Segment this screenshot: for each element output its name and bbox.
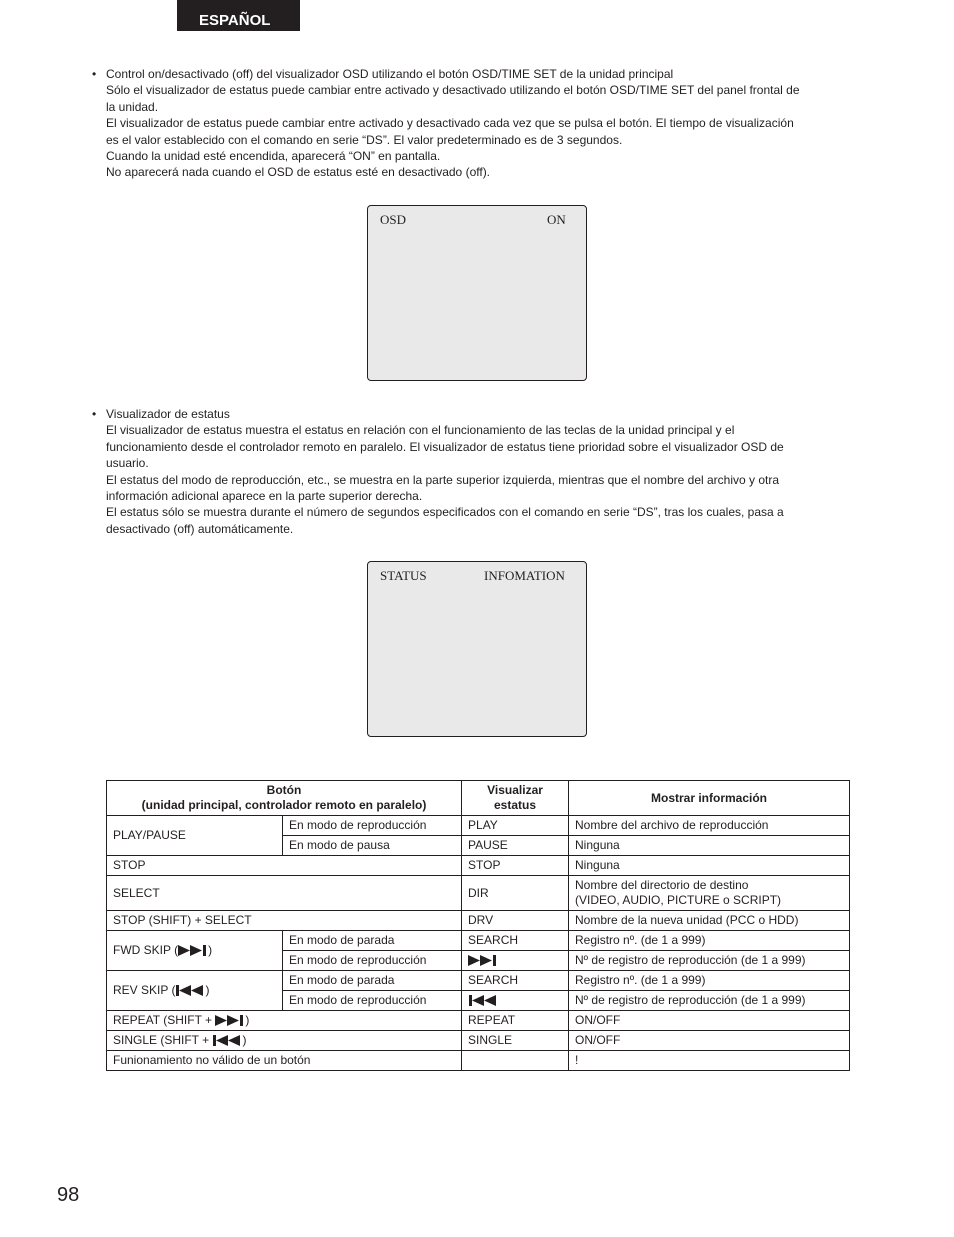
text-line: Control on/desactivado (off) del visualizador OSD utilizando el botón OSD/TIME SET de la unidad principal xyxy=(106,67,674,81)
cell-info: Nombre del archivo de reproducción xyxy=(569,816,850,836)
cell-button: FWD SKIP ( ) xyxy=(107,931,283,971)
cell-status xyxy=(462,1051,569,1071)
cell-button: REPEAT (SHIFT + ) xyxy=(107,1011,462,1031)
text-line: El visualizador de estatus puede cambiar entre activado y desactivado cada vez que se pulsa el botón. El tiempo de visualización xyxy=(106,116,794,131)
language-tab: ESPAÑOL xyxy=(177,0,300,31)
text-line: Cuando la unidad esté encendida, aparecerá “ON” en pantalla. xyxy=(106,149,441,164)
screen-right-label: INFOMATION xyxy=(484,568,565,583)
skip-next-icon xyxy=(178,945,208,956)
cell-status: PAUSE xyxy=(462,836,569,856)
cell-info: Registro nº. (de 1 a 999) xyxy=(569,971,850,991)
screen-right-label: ON xyxy=(547,212,566,227)
cell-info: Nombre del directorio de destino (VIDEO, AUDIO, PICTURE o SCRIPT) xyxy=(569,876,850,911)
cell-button: Funionamiento no válido de un botón xyxy=(107,1051,462,1071)
table-header-row xyxy=(107,781,850,816)
cell-status xyxy=(462,951,569,971)
cell-info: Registro nº. (de 1 a 999) xyxy=(569,931,850,951)
cell-button: SINGLE (SHIFT + ) xyxy=(107,1031,462,1051)
skip-previous-icon xyxy=(175,985,205,996)
text-line: Sólo el visualizador de estatus puede cambiar entre activado y desactivado utilizando el botón OSD/TIME SET del panel frontal de xyxy=(106,83,800,98)
screen-left-label: STATUS xyxy=(380,568,427,583)
text-line: El estatus del modo de reproducción, etc., se muestra en la parte superior izquierda, mientras que el nombre del archivo y otra xyxy=(106,472,780,487)
screen-left-label: OSD xyxy=(380,212,407,227)
cell-info: Nº de registro de reproducción (de 1 a 999) xyxy=(569,951,850,971)
text-line: desactivado (off) automáticamente. xyxy=(106,521,294,536)
cell-status xyxy=(462,991,569,1011)
header-info: Mostrar información xyxy=(569,781,850,816)
cell-button: SELECT xyxy=(107,876,462,911)
text-line: El visualizador de estatus muestra el estatus en relación con el funcionamiento de las teclas de la unidad principal y el xyxy=(106,423,735,438)
page-number: 98 xyxy=(57,1184,80,1206)
cell-mode: En modo de parada xyxy=(283,971,462,991)
header-button: Botón (unidad principal, controlador remoto en paralelo) xyxy=(107,781,462,816)
cell-status: REPEAT xyxy=(462,1011,569,1031)
skip-previous-icon xyxy=(468,995,498,1006)
cell-mode: En modo de pausa xyxy=(283,836,462,856)
osd-control-paragraph xyxy=(92,66,882,181)
table-row xyxy=(107,1011,850,1031)
cell-button: PLAY/PAUSE xyxy=(107,816,283,856)
cell-info: ! xyxy=(569,1051,850,1071)
table-row xyxy=(107,1031,850,1051)
skip-next-icon xyxy=(215,1015,245,1026)
cell-info: ON/OFF xyxy=(569,1011,850,1031)
table-row xyxy=(107,911,850,931)
cell-mode: En modo de reproducción xyxy=(283,816,462,836)
cell-status: SINGLE xyxy=(462,1031,569,1051)
cell-status: DIR xyxy=(462,876,569,911)
status-display-paragraph xyxy=(92,406,882,537)
table-row xyxy=(107,876,850,911)
cell-info: Nombre de la nueva unidad (PCC o HDD) xyxy=(569,911,850,931)
bullet: • xyxy=(92,407,97,421)
cell-button: STOP xyxy=(107,856,462,876)
cell-mode: En modo de reproducción xyxy=(283,951,462,971)
table-row xyxy=(107,931,850,951)
text-line: es el valor establecido con el comando en serie “DS”. El valor predeterminado es de 3 segundos. xyxy=(106,132,623,147)
text-line: usuario. xyxy=(106,456,149,471)
bullet: • xyxy=(92,67,97,81)
text-line: No aparecerá nada cuando el OSD de estatus esté en desactivado (off). xyxy=(106,165,491,180)
skip-next-icon xyxy=(468,955,498,966)
cell-status: SEARCH xyxy=(462,931,569,951)
cell-info: Nº de registro de reproducción (de 1 a 999) xyxy=(569,991,850,1011)
table-row xyxy=(107,816,850,836)
osd-screen-illustration xyxy=(367,205,587,381)
text-line: Visualizador de estatus xyxy=(106,407,230,421)
skip-previous-icon xyxy=(212,1035,242,1046)
cell-status: DRV xyxy=(462,911,569,931)
cell-info: ON/OFF xyxy=(569,1031,850,1051)
cell-button: REV SKIP ( ) xyxy=(107,971,283,1011)
cell-status: PLAY xyxy=(462,816,569,836)
header-status: Visualizar estatus xyxy=(462,781,569,816)
text-line: El estatus sólo se muestra durante el número de segundos especificados con el comando en serie “DS”, tras los cuales, pasa a xyxy=(106,505,784,520)
status-info-table xyxy=(106,780,850,1071)
table-row xyxy=(107,971,850,991)
text-line: información adicional aparece en la parte superior derecha. xyxy=(106,489,423,504)
cell-mode: En modo de parada xyxy=(283,931,462,951)
cell-mode: En modo de reproducción xyxy=(283,991,462,1011)
cell-status: STOP xyxy=(462,856,569,876)
text-line: la unidad. xyxy=(106,99,159,114)
status-screen-illustration xyxy=(367,561,587,737)
text-line: funcionamiento desde el controlador remoto en paralelo. El visualizador de estatus tiene prioridad sobre el visualizador OSD de xyxy=(106,439,784,454)
table-row xyxy=(107,1051,850,1071)
cell-button: STOP (SHIFT) + SELECT xyxy=(107,911,462,931)
cell-info: Ninguna xyxy=(569,856,850,876)
cell-status: SEARCH xyxy=(462,971,569,991)
cell-info: Ninguna xyxy=(569,836,850,856)
table-row xyxy=(107,856,850,876)
